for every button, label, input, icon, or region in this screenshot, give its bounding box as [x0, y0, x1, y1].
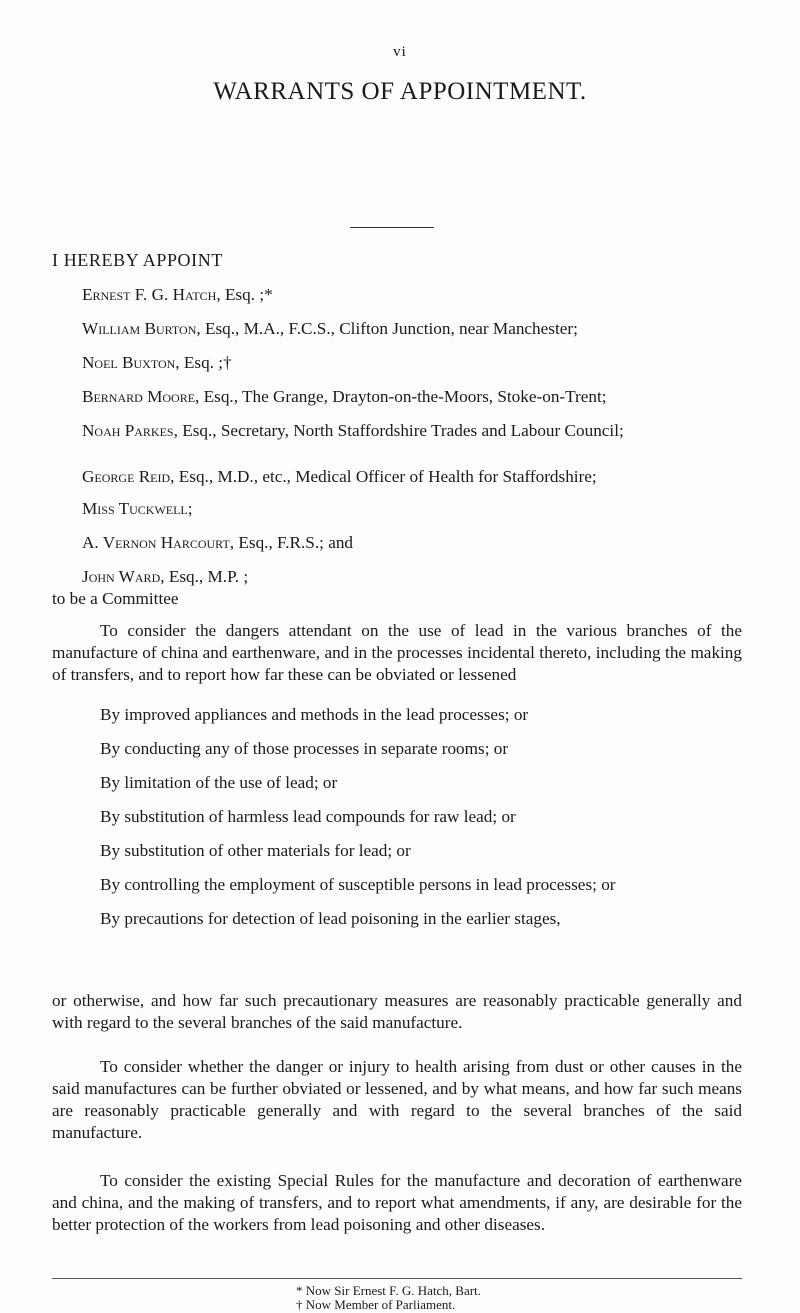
appointee-entry — [52, 420, 742, 442]
appointee-name: A. Vernon Harcourt — [82, 533, 230, 552]
appointee-details: , Esq., M.A., F.C.S., Clifton Junction, near Manchester; — [196, 319, 578, 338]
appointee-entry — [52, 284, 742, 306]
page-number: vi — [393, 44, 407, 60]
appointee-entry — [52, 466, 742, 488]
appointee-name: John Ward — [82, 567, 161, 586]
appointee-details: , Esq., Secretary, North Staffordshire Trades and Labour Council; — [173, 421, 624, 440]
measure-item: By precautions for detection of lead poisoning in the earlier stages, — [100, 909, 561, 928]
measure-item: By improved appliances and methods in the lead processes; or — [100, 705, 529, 724]
terms-paragraph-4: To consider the existing Special Rules for the manufacture and decoration of earthenware and china, and the making of transfers, and to report what amendments, if any, are desirable for the better protection of the workers from lead poisoning and other diseases. — [52, 1171, 742, 1234]
measure-item: By conducting any of those processes in separate rooms; or — [100, 739, 509, 758]
appointee-entry — [52, 498, 742, 520]
appointee-name: Noel Buxton — [82, 353, 176, 372]
measure-item: By limitation of the use of lead; or — [100, 773, 338, 792]
committee-line: to be a Committee — [52, 589, 179, 608]
appointee-name: William Burton — [82, 319, 197, 338]
footnote-divider — [52, 1278, 742, 1279]
appointee-name: George Reid — [82, 467, 171, 486]
appointee-entry — [52, 566, 742, 588]
measure-item: By substitution of harmless lead compounds for raw lead; or — [100, 807, 516, 826]
measure-item: By controlling the employment of susceptible persons in lead processes; or — [100, 875, 616, 894]
appointee-details: , Esq. ;† — [175, 353, 232, 372]
appointee-details: ; — [187, 499, 193, 518]
terms-paragraph-1: To consider the dangers attendant on the use of lead in the various branches of the manufacture of china and earthenware, and in the processes incidental thereto, including the making of transfers, and to report how far these can be obviated or lessened — [52, 621, 742, 684]
appointee-details: , Esq., M.P. ; — [160, 567, 249, 586]
footnote-1: * Now Sir Ernest F. G. Hatch, Bart. — [296, 1283, 481, 1298]
appointee-entry — [52, 532, 742, 554]
appointee-details: , Esq. ;* — [216, 285, 273, 304]
appointee-entry — [52, 386, 742, 408]
appointee-details: , Esq., The Grange, Drayton-on-the-Moors, Stoke-on-Trent; — [195, 387, 607, 406]
appointee-details: , Esq., M.D., etc., Medical Officer of Health for Staffordshire; — [170, 467, 597, 486]
terms-paragraph-3: To consider whether the danger or injury to health arising from dust or other causes in the said manufactures can be further obviated or lessened, and by what means, and how far such means are reasonably practicable generally and with regard to the several branches of the said manufacture. — [52, 1057, 742, 1142]
section-heading: I HEREBY APPOINT — [52, 250, 223, 270]
appointee-name: Ernest F. G. Hatch — [82, 285, 217, 304]
title-divider — [350, 227, 434, 228]
appointee-name: Bernard Moore — [82, 387, 196, 406]
page-title: WARRANTS OF APPOINTMENT. — [213, 78, 587, 105]
terms-paragraph-2: or otherwise, and how far such precautionary measures are reasonably practicable generally and with regard to the several branches of the said manufacture. — [52, 991, 742, 1032]
measure-item: By substitution of other materials for lead; or — [100, 841, 411, 860]
footnote-2: † Now Member of Parliament. — [296, 1297, 456, 1312]
appointee-entry — [52, 318, 742, 340]
appointee-name: Miss Tuckwell — [82, 499, 188, 518]
appointee-name: Noah Parkes — [82, 421, 174, 440]
appointee-details: , Esq., F.R.S.; and — [229, 533, 354, 552]
appointee-entry — [52, 352, 742, 374]
